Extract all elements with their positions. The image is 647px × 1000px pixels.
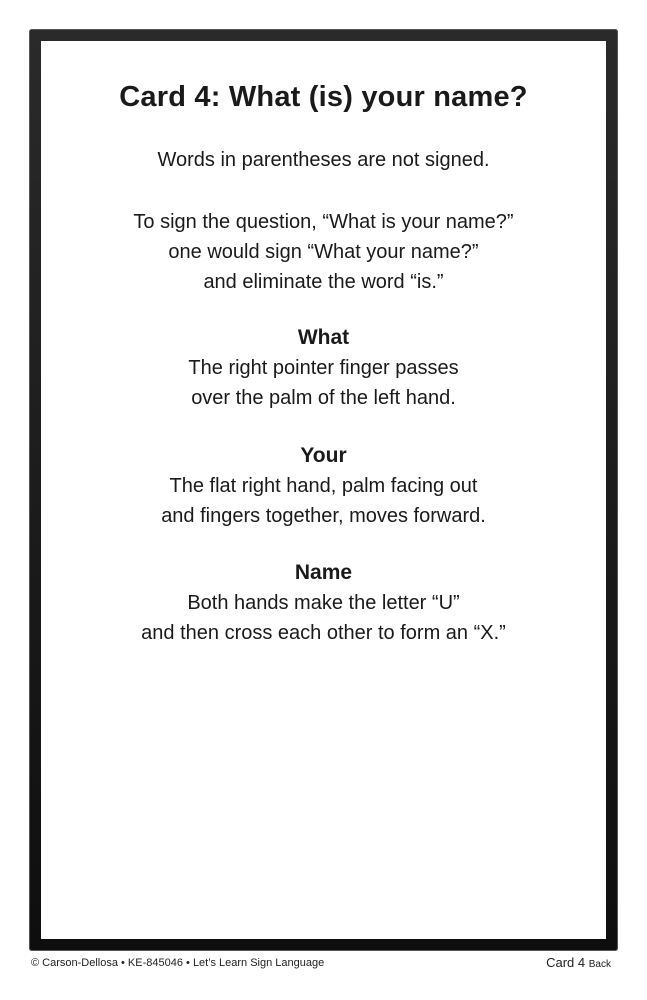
sign-heading-what: What [297, 326, 350, 349]
sign-description-line: Both hands make the letter “U” [187, 592, 460, 614]
sign-section-your [41, 441, 606, 531]
card-side-label: Back [588, 959, 611, 970]
sign-description-line: and fingers together, moves forward. [161, 505, 486, 527]
sign-section-name [41, 558, 606, 648]
question-explanation [41, 207, 606, 297]
question-line: one would sign “What your name?” [168, 241, 479, 263]
card-number-label: Card 4 [546, 955, 586, 970]
footer-copyright: © Carson-Dellosa • KE-845046 • Let’s Learn Sign Language [31, 957, 325, 969]
sign-description-line: The right pointer finger passes [188, 357, 459, 379]
question-line: and eliminate the word “is.” [203, 271, 444, 293]
question-line: To sign the question, “What is your name?” [133, 211, 514, 233]
card-body [41, 41, 606, 939]
sign-heading-your: Your [300, 444, 347, 467]
footer-card-label [546, 955, 611, 970]
sign-section-what [41, 323, 606, 413]
sign-description-line: The flat right hand, palm facing out [169, 475, 478, 497]
sign-description-line: and then cross each other to form an “X.” [141, 622, 506, 644]
card-frame [29, 29, 618, 951]
sign-heading-name: Name [294, 561, 353, 584]
card-title: Card 4: What (is) your name? [119, 81, 528, 113]
sign-description-line: over the palm of the left hand. [191, 387, 456, 409]
intro-text: Words in parentheses are not signed. [157, 149, 490, 171]
